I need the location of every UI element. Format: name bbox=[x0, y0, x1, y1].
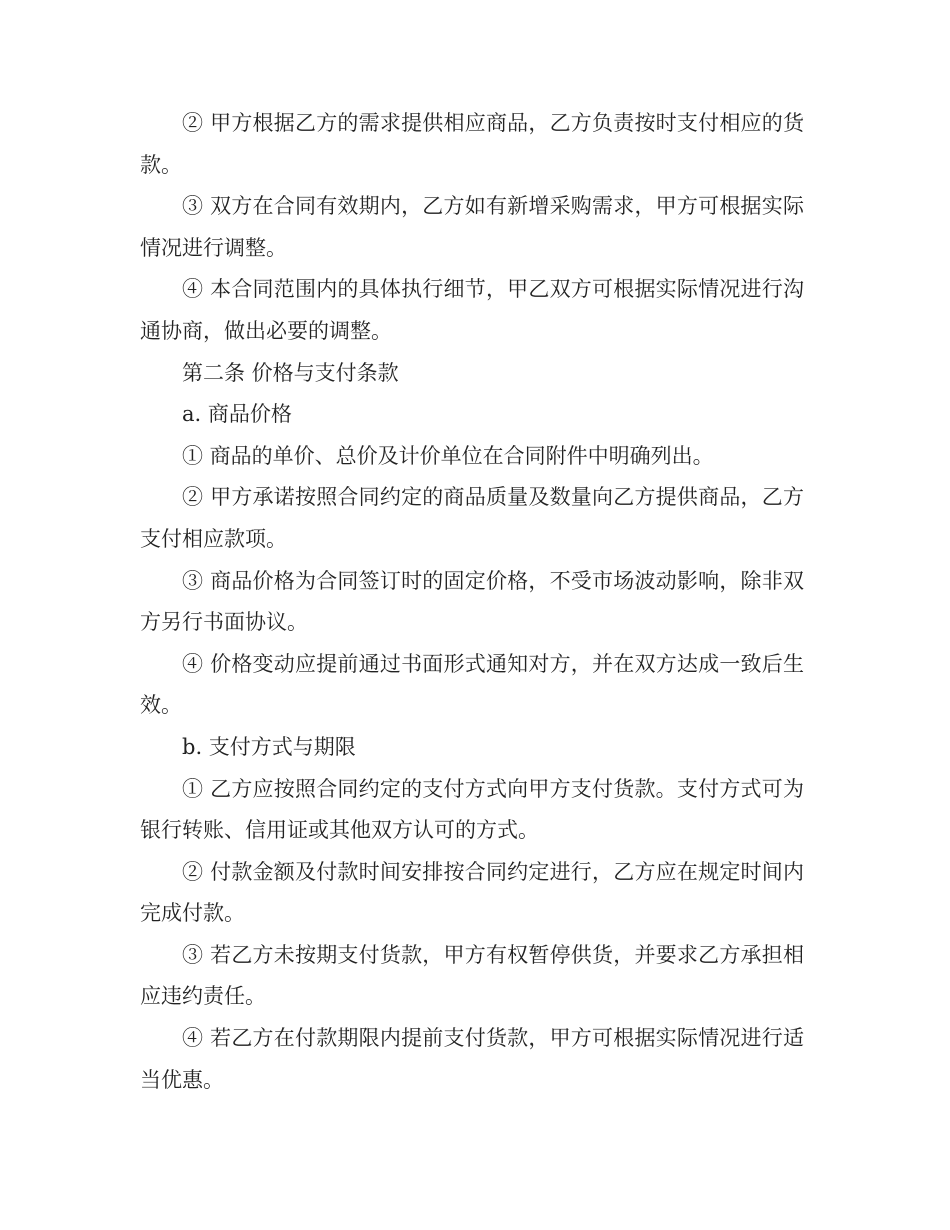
clause-paragraph: ② 甲方根据乙方的需求提供相应商品，乙方负责按时支付相应的货款。 bbox=[140, 111, 804, 177]
clause-paragraph: ② 付款金额及付款时间安排按合同约定进行，乙方应在规定时间内完成付款。 bbox=[140, 859, 804, 926]
clause-paragraph: ③ 若乙方未按期支付货款，甲方有权暂停供货，并要求乙方承担相应违约责任。 bbox=[140, 942, 804, 1009]
clause-paragraph: ① 商品的单价、总价及计价单位在合同附件中明确列出。 bbox=[182, 443, 714, 468]
clause-paragraph: ④ 若乙方在付款期限内提前支付货款，甲方可根据实际情况进行适当优惠。 bbox=[140, 1026, 804, 1092]
document-body bbox=[140, 103, 804, 1101]
section-heading: 第二条 价格与支付条款 bbox=[182, 360, 399, 385]
clause-paragraph: ② 甲方承诺按照合同约定的商品质量及数量向乙方提供商品，乙方支付相应款项。 bbox=[140, 485, 804, 551]
clause-paragraph: ④ 本合同范围内的具体执行细节，甲乙双方可根据实际情况进行沟通协商，做出必要的调整。 bbox=[140, 277, 804, 343]
clause-paragraph: ① 乙方应按照合同约定的支付方式向甲方支付货款。支付方式可为银行转账、信用证或其他双方认可的方式。 bbox=[140, 776, 804, 843]
subsection-heading: b. 支付方式与期限 bbox=[182, 734, 356, 759]
clause-paragraph: ④ 价格变动应提前通过书面形式通知对方，并在双方达成一致后生效。 bbox=[140, 651, 804, 718]
clause-paragraph: ③ 双方在合同有效期内，乙方如有新增采购需求，甲方可根据实际情况进行调整。 bbox=[140, 194, 804, 260]
clause-paragraph: ③ 商品价格为合同签订时的固定价格，不受市场波动影响，除非双方另行书面协议。 bbox=[140, 568, 804, 635]
subsection-heading: a. 商品价格 bbox=[182, 402, 292, 427]
